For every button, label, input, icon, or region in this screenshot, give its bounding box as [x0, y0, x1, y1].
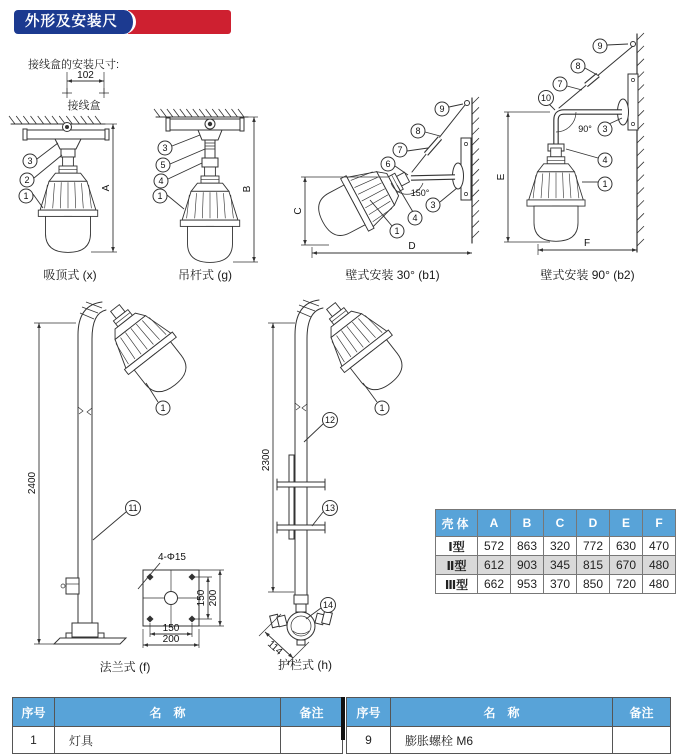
svg-text:8: 8	[415, 126, 421, 136]
dim-D	[312, 241, 472, 255]
svg-text:1: 1	[394, 226, 400, 236]
spec-row-type1: Ⅰ型 572 863 320 772 630 470	[436, 537, 676, 556]
dim-2300	[261, 323, 275, 592]
part-no: 1	[13, 727, 55, 754]
svg-text:2300: 2300	[261, 448, 272, 472]
col-header-remark: 备注	[281, 698, 343, 727]
svg-text:F: F	[583, 238, 591, 249]
elbow-ribs	[297, 300, 319, 317]
wall-plate	[628, 74, 638, 130]
caption-pendant-mount: 吊杆式 (g)	[177, 268, 232, 282]
parts-table-right	[346, 697, 671, 754]
spec-table	[435, 509, 676, 594]
angle-label: 150°	[410, 188, 430, 198]
col-header-A: A	[478, 510, 511, 537]
table-divider	[341, 697, 345, 740]
ceiling-hatch	[154, 109, 244, 117]
lamp	[527, 148, 585, 241]
caption-guardrail-pole: 护栏式 (h)	[277, 658, 332, 672]
callout-7	[553, 77, 582, 91]
pole-break-mark	[295, 403, 307, 411]
guardrail-pole-drawing	[245, 295, 410, 667]
svg-text:B: B	[242, 185, 253, 193]
svg-text:E: E	[496, 173, 507, 181]
dim-E	[496, 112, 510, 242]
svg-text:11: 11	[128, 503, 138, 513]
col-header-shell: 壳体	[436, 510, 478, 537]
col-header-C: C	[544, 510, 577, 537]
part-remark	[281, 727, 343, 754]
page-title-text: 外形及安装尺寸	[25, 14, 118, 54]
callout-4	[566, 149, 612, 167]
svg-text:1: 1	[23, 191, 29, 201]
dim-C	[293, 177, 307, 245]
bolt-spec-label: 4-Φ15	[158, 552, 186, 563]
dim-114	[265, 632, 293, 658]
flange-pole-drawing	[22, 295, 237, 657]
svg-text:4: 4	[412, 213, 418, 223]
svg-text:5: 5	[160, 160, 166, 170]
svg-text:1: 1	[157, 191, 163, 201]
dim-B	[242, 117, 256, 262]
svg-text:6: 6	[385, 159, 391, 169]
svg-text:7: 7	[397, 145, 403, 155]
callout-11	[93, 501, 141, 541]
callout-1	[582, 177, 612, 191]
col-header-name: 名 称	[55, 698, 281, 727]
junction-box-dim-value: 102	[77, 70, 94, 81]
lamp	[307, 287, 415, 401]
col-header-F: F	[643, 510, 676, 537]
svg-text:3: 3	[27, 156, 33, 166]
callout-3	[426, 188, 457, 212]
col-header-E: E	[610, 510, 643, 537]
callout-3	[158, 135, 200, 155]
parts-header-row	[13, 698, 343, 727]
callout-12	[304, 413, 338, 443]
callout-10	[539, 91, 556, 111]
callout-9	[435, 102, 463, 116]
callout-7	[393, 143, 428, 157]
spec-row-type3: Ⅲ型 662 953 370 850 720 480	[436, 575, 676, 594]
col-header-no: 序号	[13, 698, 55, 727]
svg-text:14: 14	[322, 600, 334, 610]
part-name: 膨胀螺栓 M6	[391, 727, 613, 754]
svg-text:9: 9	[597, 41, 603, 51]
callout-9	[593, 39, 628, 53]
caption-wall-mount-30: 壁式安装 30° (b1)	[345, 268, 440, 282]
terminal-box	[66, 578, 79, 594]
dim-200-bottom	[143, 634, 199, 647]
part-remark	[613, 727, 671, 754]
pole-break-mark	[78, 407, 92, 415]
svg-text:9: 9	[439, 104, 445, 114]
crossbar-lower	[277, 525, 325, 530]
dim-200-right	[208, 570, 222, 626]
svg-text:4: 4	[158, 176, 164, 186]
dim-A	[101, 124, 115, 252]
col-header-no: 序号	[347, 698, 391, 727]
svg-text:8: 8	[575, 61, 581, 71]
part-name: 灯具	[55, 727, 281, 754]
svg-text:200: 200	[208, 589, 219, 607]
svg-text:7: 7	[557, 79, 563, 89]
mounting-plate	[198, 130, 222, 140]
part-no: 9	[347, 727, 391, 754]
coupling	[61, 149, 75, 157]
page-title	[14, 10, 136, 54]
caption-wall-mount-90: 壁式安装 90° (b2)	[540, 268, 635, 282]
pole-foot	[72, 623, 98, 637]
wall-hatch	[637, 33, 644, 246]
anchor-point	[631, 42, 636, 47]
svg-text:114: 114	[265, 638, 285, 658]
callout-1	[19, 189, 43, 208]
svg-text:13: 13	[324, 503, 336, 513]
col-header-B: B	[511, 510, 544, 537]
ceiling-mount-drawing	[5, 110, 135, 268]
svg-text:2400: 2400	[27, 471, 38, 495]
crossbar-upper	[277, 482, 325, 487]
lamp	[38, 157, 97, 252]
svg-text:10: 10	[540, 93, 552, 103]
anchor-point	[465, 101, 470, 106]
svg-text:3: 3	[162, 143, 168, 153]
callout-6	[381, 157, 408, 175]
svg-text:3: 3	[602, 124, 608, 134]
elbow-ribs	[80, 302, 102, 319]
base-plate-detail	[138, 552, 224, 648]
svg-text:D: D	[408, 241, 416, 252]
svg-text:2: 2	[24, 175, 30, 185]
caption-ceiling-mount: 吸顶式 (x)	[43, 268, 97, 282]
lamp	[91, 289, 199, 403]
wall-mount-90-drawing	[492, 32, 685, 262]
svg-text:3: 3	[430, 200, 436, 210]
parts-header-row	[347, 698, 671, 727]
caption-flange-pole: 法兰式 (f)	[99, 660, 151, 674]
callout-1	[153, 189, 184, 209]
junction-box-note: 接线盒的安装尺寸:	[28, 59, 120, 71]
parts-table-left	[12, 697, 343, 754]
coupling	[202, 158, 218, 167]
callout-8	[571, 59, 599, 76]
parts-row	[347, 727, 671, 754]
spec-row-type2: Ⅱ型 612 903 345 815 670 480	[436, 556, 676, 575]
svg-text:200: 200	[162, 634, 180, 645]
spec-header-row	[436, 510, 676, 537]
svg-text:1: 1	[602, 179, 608, 189]
svg-text:1: 1	[160, 403, 166, 413]
svg-text:4: 4	[602, 155, 608, 165]
dim-2400	[27, 323, 41, 644]
callout-3	[23, 143, 58, 168]
col-header-name: 名 称	[391, 698, 613, 727]
svg-text:1: 1	[379, 403, 385, 413]
col-header-D: D	[577, 510, 610, 537]
svg-text:150: 150	[162, 623, 180, 634]
svg-text:A: A	[101, 184, 112, 192]
header-red-band	[128, 10, 231, 34]
pendant-mount-drawing	[148, 104, 270, 270]
junction-box-label: 接线盒	[67, 100, 101, 112]
svg-text:150: 150	[196, 589, 207, 607]
ceiling-hatch	[9, 116, 101, 124]
base-plate-side	[54, 638, 126, 644]
svg-text:C: C	[293, 207, 304, 215]
angle-label: 90°	[578, 124, 592, 134]
col-header-remark: 备注	[613, 698, 671, 727]
parts-row	[13, 727, 343, 754]
lamp	[309, 151, 421, 248]
wall-mount-30-drawing	[293, 88, 493, 268]
lamp	[180, 167, 239, 262]
callout-8	[411, 124, 440, 138]
svg-text:12: 12	[324, 415, 336, 425]
wall-hatch	[472, 97, 479, 238]
mounting-plate	[55, 139, 81, 149]
